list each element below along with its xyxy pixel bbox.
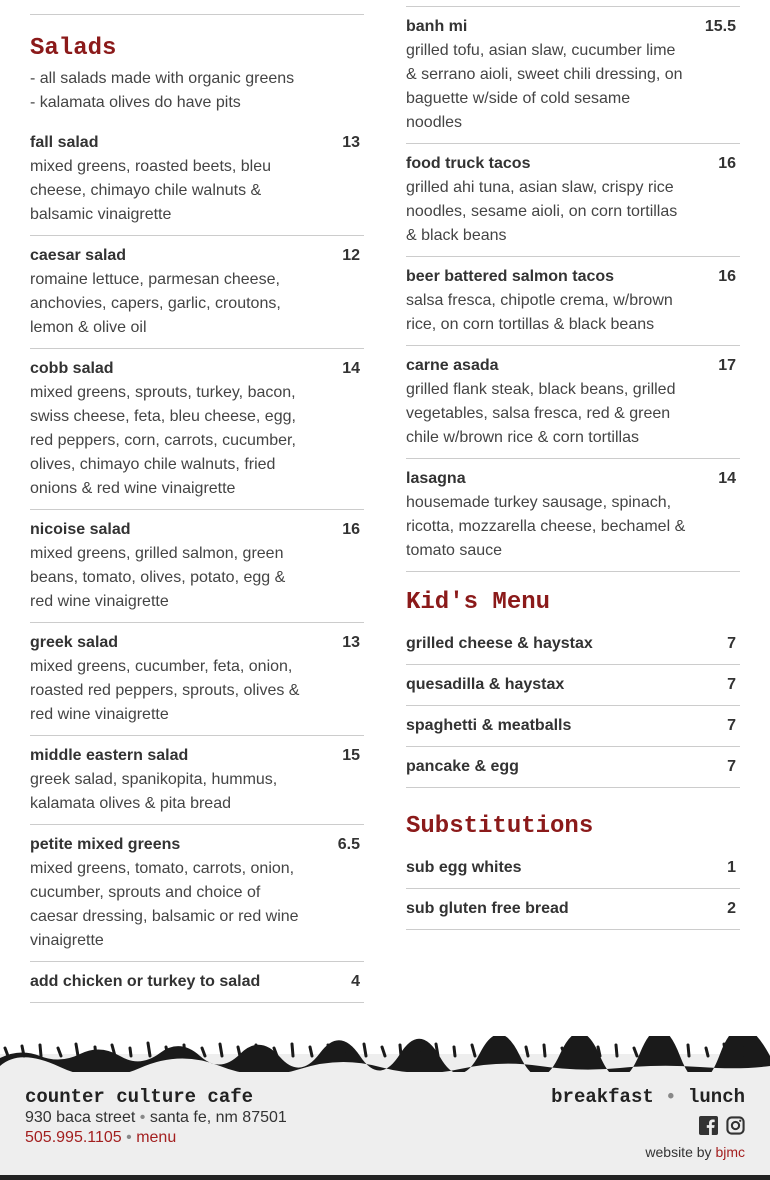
- menu-item-name: middle eastern salad: [30, 747, 189, 764]
- menu-item: [406, 706, 740, 747]
- menu-item-price: 13: [342, 134, 360, 151]
- menu-item-name: lasagna: [406, 470, 466, 487]
- menu-item-name: greek salad: [30, 634, 119, 651]
- menu-item-name: carne asada: [406, 357, 499, 374]
- footer-separator: •: [126, 1129, 132, 1146]
- menu-item-desc: mixed greens, roasted beets, bleu cheese, chimayo chile walnuts & balsamic vinaigrette: [30, 158, 272, 223]
- salads-note: - all salads made with organic greens: [30, 70, 295, 87]
- menu-item-desc: grilled ahi tuna, asian slaw, crispy rice noodles, sesame aioli, on corn tortillas & black beans: [406, 179, 678, 244]
- footer-meals-nav: [551, 1086, 745, 1108]
- menu-item-desc: mixed greens, cucumber, feta, onion, roasted red peppers, sprouts, olives & red wine vinaigrette: [30, 658, 300, 723]
- footer-cafe-name: counter culture cafe: [25, 1086, 254, 1108]
- menu-item: [30, 825, 364, 962]
- menu-item: [30, 962, 364, 1003]
- menu-item-desc: housemade turkey sausage, spinach, ricotta, mozzarella cheese, bechamel & tomato sauce: [406, 494, 686, 559]
- menu-item-name: food truck tacos: [406, 155, 531, 172]
- site-footer: [0, 1072, 770, 1175]
- menu-item-name: cobb salad: [30, 360, 114, 377]
- menu-item-price: 17: [718, 357, 736, 374]
- footer-address: [25, 1108, 287, 1128]
- menu-item-price: 2: [727, 900, 736, 917]
- menu-item-name: caesar salad: [30, 247, 127, 264]
- menu-item-name: grilled cheese & haystax: [406, 635, 593, 652]
- menu-item-name: quesadilla & haystax: [406, 676, 565, 693]
- menu-item: [406, 257, 740, 346]
- menu-item: [30, 736, 364, 825]
- menu-item: [406, 852, 740, 889]
- menu-item-price: 14: [718, 470, 736, 487]
- menu-item-name: nicoise salad: [30, 521, 131, 538]
- menu-item-price: 4: [351, 973, 360, 990]
- footer-city: santa fe, nm 87501: [149, 1109, 287, 1126]
- salads-note: - kalamata olives do have pits: [30, 94, 241, 111]
- footer-brush-border: [0, 1036, 770, 1076]
- menu-item: [406, 665, 740, 706]
- kids-list: [406, 628, 740, 788]
- menu-item-price: 12: [342, 247, 360, 264]
- menu-item: [30, 349, 364, 510]
- menu-item-desc: grilled flank steak, black beans, grilled vegetables, salsa fresca, red & green chile w/brown rice & corn tortillas: [406, 381, 676, 446]
- menu-item-price: 7: [727, 676, 736, 693]
- menu-item-name: pancake & egg: [406, 758, 519, 775]
- menu-item-price: 16: [342, 521, 360, 538]
- menu-item-price: 16: [718, 268, 736, 285]
- instagram-icon[interactable]: [726, 1116, 745, 1135]
- menu-item: [406, 7, 740, 144]
- menu-item-price: 15: [342, 747, 360, 764]
- menu-item: [30, 510, 364, 623]
- footer-separator: •: [665, 1086, 677, 1108]
- menu-item-price: [351, 0, 360, 4]
- salads-section: [30, 34, 364, 1003]
- menu-item-name: sub gluten free bread: [406, 900, 569, 917]
- menu-item-name: sub egg whites: [406, 859, 522, 876]
- footer-street: 930 baca street: [25, 1109, 136, 1126]
- section-title-kids-menu: Kid's Menu: [406, 589, 551, 616]
- menu-item-desc: mixed greens, tomato, carrots, onion, cucumber, sprouts and choice of caesar dressing, balsamic or red wine vinaigrette: [30, 860, 299, 949]
- menu-item-price: 1: [727, 859, 736, 876]
- menu-item-desc: mixed greens, sprouts, turkey, bacon, swiss cheese, feta, bleu cheese, egg, red peppers, corn, carrots, cucumber, olives, chimayo chile walnuts, fried onions & red wine vinaigrette: [30, 384, 296, 497]
- menu-item-name: spaghetti & meatballs: [406, 717, 572, 734]
- subs-list: [406, 852, 740, 930]
- footer-social-links: [699, 1116, 745, 1135]
- menu-item: [406, 459, 740, 572]
- menu-item-price: 6.5: [337, 836, 360, 853]
- menu-item-price: 15.5: [704, 18, 736, 35]
- menu-item: [406, 346, 740, 459]
- credit-link[interactable]: bjmc: [715, 1144, 745, 1160]
- menu-item: [30, 236, 364, 349]
- menu-link[interactable]: menu: [136, 1129, 177, 1146]
- menu-item-price: 7: [727, 758, 736, 775]
- salads-notes: [30, 67, 364, 115]
- section-title-substitutions: Substitutions: [406, 813, 594, 840]
- facebook-icon[interactable]: [699, 1116, 718, 1135]
- menu-item-price: 7: [727, 717, 736, 734]
- footer-contact: [25, 1128, 176, 1148]
- section-title-salads: Salads: [30, 35, 117, 62]
- nav-lunch[interactable]: lunch: [687, 1086, 745, 1108]
- menu-item-name: beer battered salmon tacos: [406, 268, 615, 285]
- phone-link[interactable]: 505.995.1105: [25, 1129, 122, 1146]
- menu-item: [406, 889, 740, 930]
- menu-item-price: 7: [727, 635, 736, 652]
- menu-item: [30, 623, 364, 736]
- menu-item-desc: salsa fresca, chipotle crema, w/brown rice, on corn tortillas & black beans: [406, 292, 673, 333]
- footer-credit: [645, 1144, 745, 1160]
- footer-separator: •: [139, 1109, 146, 1126]
- menu-item-price: 13: [342, 634, 360, 651]
- menu-item: [406, 144, 740, 257]
- menu-item-desc: romaine lettuce, parmesan cheese, anchovies, capers, garlic, croutons, lemon & olive oil: [30, 271, 281, 336]
- menu-item-name: fall salad: [30, 134, 99, 151]
- credit-prefix: website by: [645, 1144, 712, 1160]
- menu-item-price: 16: [718, 155, 736, 172]
- menu-item-desc: mixed greens, grilled salmon, green beans, tomato, olives, potato, egg & red wine vinaigrette: [30, 545, 286, 610]
- menu-item-desc: grilled tofu, asian slaw, cucumber lime & serrano aioli, sweet chili dressing, on baguette w/side of cold sesame noodles: [406, 42, 683, 131]
- salads-list: [30, 131, 364, 1003]
- menu-item-price: 14: [342, 360, 360, 377]
- menu-item-name: add chicken or turkey to salad: [30, 973, 261, 990]
- mains-list: [406, 6, 740, 930]
- menu-item: [406, 628, 740, 665]
- nav-breakfast[interactable]: breakfast: [551, 1086, 654, 1108]
- menu-item: [30, 131, 364, 236]
- menu-item-desc: greek salad, spanikopita, hummus, kalamata olives & pita bread: [30, 771, 278, 812]
- footer-bottom-bar: [0, 1175, 770, 1180]
- menu-item-name: banh mi: [406, 18, 468, 35]
- menu-item: [30, 0, 364, 15]
- menu-item-name: petite mixed greens: [30, 836, 181, 853]
- menu-item: [406, 747, 740, 788]
